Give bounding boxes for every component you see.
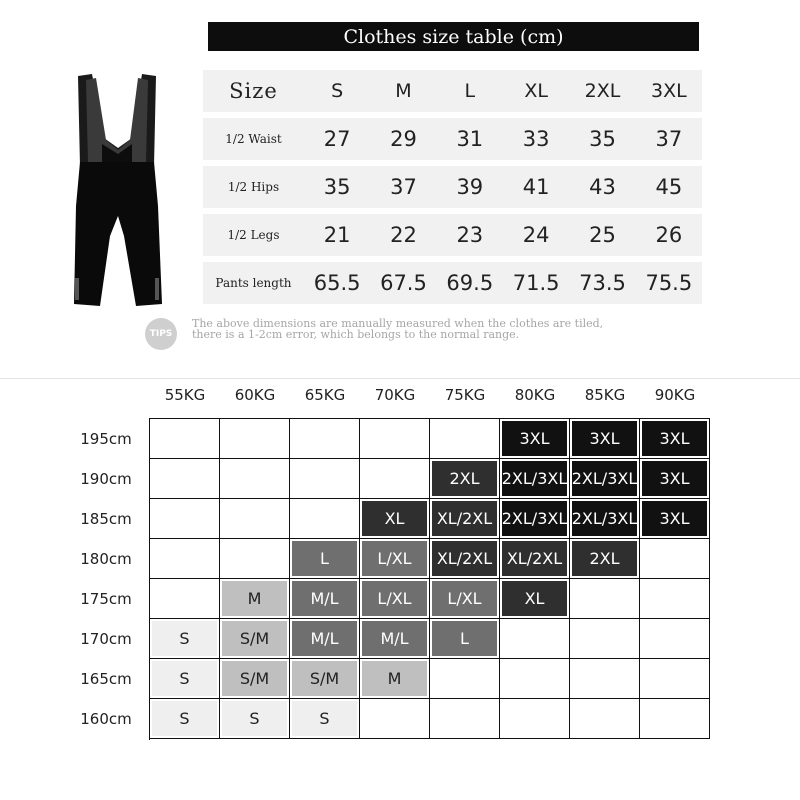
height-label: 185cm [80,510,132,528]
size-recommendation-label: S [179,709,190,728]
size-recommendation [432,461,497,496]
measure-value: 31 [456,127,484,151]
size-recommendation [502,541,567,576]
grid-cell [220,539,290,579]
grid-cell [570,499,640,539]
size-recommendation-label: XL/2XL [436,549,493,568]
size-recommendation-label: L [320,549,329,568]
size-table-row [203,214,702,256]
grid-cell [360,499,430,539]
size-recommendation [362,541,427,576]
size-recommendation [572,421,637,456]
size-recommendation [572,501,637,536]
measure-value: 26 [655,223,683,247]
size-recommendation-label: M/L [310,629,339,648]
grid-cell [500,539,570,579]
measure-value: 29 [390,127,417,151]
grid-cell [220,459,290,499]
grid-cell [290,499,360,539]
size-recommendation [222,701,287,736]
measure-value: 69.5 [446,271,494,295]
size-recommendation-label: M [247,589,262,608]
tips-line: there is a 1-2cm error, which belongs to the normal range. [192,328,520,341]
grid-cell [150,659,220,699]
size-recommendation [152,701,217,736]
grid-cell [640,659,710,699]
grid-cell [640,699,710,739]
grid-cell [290,659,360,699]
size-recommendation [362,621,427,656]
size-table-row [203,262,702,304]
size-recommendation [502,501,567,536]
grid-cell [220,499,290,539]
grid-cell [360,659,430,699]
size-table [203,70,702,310]
weight-header: 65KG [304,386,346,404]
size-recommendation-label: XL [524,589,545,608]
height-label: 160cm [80,710,132,728]
measure-label: 1/2 Legs [227,228,280,242]
size-recommendation-label: M/L [380,629,409,648]
size-recommendation-label: 2XL/3XL [571,469,638,488]
grid-cell [570,539,640,579]
grid-cell [640,619,710,659]
size-recommendation [572,461,637,496]
size-header-label: Size [229,79,278,103]
size-recommendation-label: S [319,709,330,728]
weight-header: 60KG [234,386,276,404]
size-recommendation-label: 3XL [589,429,620,448]
grid-cell [500,659,570,699]
tips-note [192,318,642,340]
grid-cell [360,539,430,579]
weight-header: 55KG [164,386,206,404]
size-header-cell: S [331,80,344,102]
grid-cell [430,499,500,539]
size-recommendation [362,661,427,696]
size-recommendation-label: 2XL/3XL [501,509,568,528]
size-recommendation-label: 2XL/3XL [501,469,568,488]
grid-cell [500,579,570,619]
size-recommendation [292,701,357,736]
grid-cell [290,619,360,659]
bib-shorts-image [62,66,172,316]
grid-cell [290,539,360,579]
size-recommendation-label: 3XL [519,429,550,448]
grid-cell [150,419,220,459]
grid-cell [360,619,430,659]
size-recommendation-label: L [460,629,469,648]
grid-cell [290,419,360,459]
tips-badge-icon: TIPS [145,318,177,350]
size-recommendation-label: 2XL [589,549,620,568]
measure-value: 23 [456,223,484,247]
grid-cell [360,699,430,739]
size-recommendation [642,501,707,536]
grid-cell [150,539,220,579]
size-recommendation [642,461,707,496]
grid-cell [430,659,500,699]
size-recommendation [502,461,567,496]
size-recommendation [292,661,357,696]
size-recommendation [292,541,357,576]
size-recommendation [222,661,287,696]
weight-header: 85KG [584,386,626,404]
height-label: 175cm [80,590,132,608]
grid-cell [500,699,570,739]
size-table-header-row [203,70,702,112]
size-recommendation [222,621,287,656]
measure-value: 27 [323,127,351,151]
grid-cell [640,459,710,499]
size-recommendation [152,661,217,696]
measure-value: 35 [589,127,616,151]
measure-label: 1/2 Hips [227,180,280,194]
size-table-title: Clothes size table (cm) [208,22,699,51]
weight-header: 90KG [654,386,696,404]
grid-cell [290,699,360,739]
grid-cell [570,419,640,459]
size-recommendation-label: 2XL/3XL [571,509,638,528]
size-recommendation-label: XL/2XL [436,509,493,528]
size-recommendation-label: 3XL [659,509,690,528]
measure-label: Pants length [215,276,292,290]
grid-cell [640,499,710,539]
grid-cell [430,459,500,499]
size-recommendation-label: S/M [309,669,340,688]
size-recommendation-label: 3XL [659,469,690,488]
grid-cell [500,619,570,659]
size-table-row [203,118,702,160]
size-header-cell: 2XL [584,80,621,102]
size-recommendation-label: S [179,629,190,648]
grid-cell [570,619,640,659]
height-label: 170cm [80,630,132,648]
grid-cell [290,459,360,499]
measure-value: 41 [522,175,550,199]
grid-cell [570,699,640,739]
height-label: 190cm [80,470,132,488]
size-table-row [203,166,702,208]
grid-cell [360,459,430,499]
size-header-cell: L [464,80,476,102]
size-recommendation [362,581,427,616]
size-recommendation [432,501,497,536]
grid-cell [150,459,220,499]
grid-cell [430,579,500,619]
size-recommendation [432,541,497,576]
size-recommendation-label: M/L [310,589,339,608]
size-recommendation-label: M [387,669,402,688]
measure-value: 75.5 [645,271,693,295]
size-recommendation-label: XL/2XL [506,549,563,568]
size-recommendation [432,581,497,616]
height-label: 165cm [80,670,132,688]
size-recommendation-label: L/XL [377,589,412,608]
size-recommendation [222,581,287,616]
weight-header: 75KG [444,386,486,404]
size-recommendation [642,421,707,456]
grid-cell [430,419,500,459]
grid-cell [430,619,500,659]
measure-value: 73.5 [579,271,626,295]
measure-value: 71.5 [512,271,560,295]
grid-cell [220,659,290,699]
grid-cell [640,419,710,459]
grid-cell [150,619,220,659]
measure-value: 37 [655,127,683,151]
tips-line: The above dimensions are manually measured when the clothes are tiled, [192,317,604,330]
size-header-cell: M [395,80,412,102]
size-recommendation-label: S/M [239,629,270,648]
grid-cell [500,499,570,539]
size-recommendation [502,581,567,616]
weight-header: 80KG [514,386,556,404]
measure-value: 43 [589,175,616,199]
size-recommendation [152,621,217,656]
grid-cell [570,459,640,499]
size-recommendation-label: L/XL [377,549,412,568]
measure-value: 24 [522,223,550,247]
measure-value: 25 [589,223,616,247]
height-label: 195cm [80,430,132,448]
measure-value: 39 [456,175,484,199]
grid-cell [570,659,640,699]
measure-value: 67.5 [380,271,427,295]
grid-cell [430,699,500,739]
measure-value: 45 [655,175,683,199]
measure-value: 65.5 [313,271,361,295]
grid-cell [640,579,710,619]
grid-cell [150,499,220,539]
measure-value: 21 [323,223,351,247]
grid-cell [570,579,640,619]
measure-value: 35 [323,175,351,199]
size-recommendation-label: S [179,669,190,688]
size-recommendation-label: S [249,709,260,728]
grid-cell [220,579,290,619]
measure-label: 1/2 Waist [225,132,282,146]
grid-cell [150,699,220,739]
section-divider [0,378,800,379]
grid-cell [290,579,360,619]
grid-cell [500,419,570,459]
size-recommendation [292,621,357,656]
measure-value: 37 [390,175,417,199]
grid-cell [500,459,570,499]
size-recommendation [572,541,637,576]
grid-cell [220,619,290,659]
grid-cell [360,419,430,459]
size-recommendation-label: 2XL [449,469,480,488]
size-recommendation-label: XL [384,509,405,528]
measure-value: 33 [522,127,550,151]
size-header-cell: 3XL [650,80,687,102]
weight-header: 70KG [374,386,416,404]
grid-cell [220,699,290,739]
height-label: 180cm [80,550,132,568]
grid-cell [430,539,500,579]
size-recommendation [502,421,567,456]
size-recommendation [432,621,497,656]
grid-cell [360,579,430,619]
size-recommendation [292,581,357,616]
measure-value: 22 [390,223,417,247]
grid-cell [220,419,290,459]
size-recommendation-label: 3XL [659,429,690,448]
size-recommendation [362,501,427,536]
size-recommendation-label: S/M [239,669,270,688]
size-header-cell: XL [524,80,548,102]
size-recommendation-label: L/XL [447,589,482,608]
grid-cell [640,539,710,579]
size-recommendation-grid [149,418,710,740]
grid-cell [150,579,220,619]
